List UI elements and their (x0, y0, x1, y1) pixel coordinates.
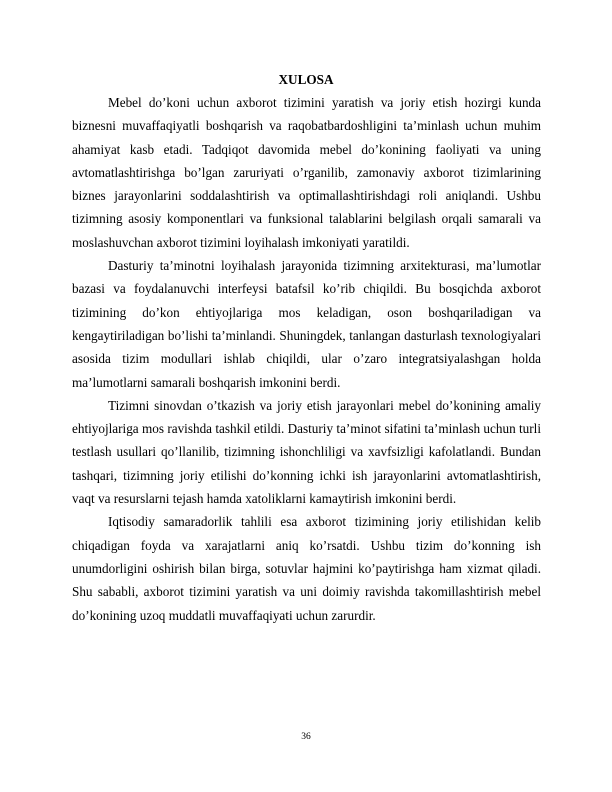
paragraph: Iqtisodiy samaradorlik tahlili esa axborot tizimining joriy etilishidan kelib chiqadigan foyda va xarajatlarni aniq ko’rsatdi. Ushbu tizim do’konning ish unumdorligini oshirish bilan birga, sotuvlar hajmini ko’paytirishga ham xizmat qiladi. Shu sababli, axborot tizimini yaratish va uni doimiy ravishda takomillashtirish mebel do’konining uzoq muddatli muvaffaqiyati uchun zarurdir. (72, 514, 541, 623)
paragraph: Tizimni sinovdan o’tkazish va joriy etish jarayonlari mebel do’konining amaliy ehtiyojlariga mos ravishda tashkil etildi. Dasturiy ta’minot sifatini ta’minlash uchun turli testlash usullari qo’llanilib, tizimning ishonchliligi va xavfsizligi kafolatlandi. Bundan tashqari, tizimning joriy etilishi do’konning ichki ish jarayonlarini avtomatlashtirish, vaqt va resurslarni tejash hamda xatoliklarni kamaytirish imkonini berdi. (72, 397, 541, 507)
page-number: 36 (301, 732, 311, 742)
page-title: XULOSA (278, 72, 334, 87)
body-text (72, 91, 541, 627)
paragraph: Mebel do’koni uchun axborot tizimini yaratish va joriy etish hozirgi kunda biznesni muvaffaqiyatli boshqarish va raqobatbardoshligini ta’minlash uchun muhim ahamiyat kasb etadi. Tadqiqot davomida mebel do’konining faoliyati va uning avtomatlashtirishga bo’lgan zaruriyati o’rganilib, zamonaviy axborot tizimlarining biznes jarayonlarini soddalashtirish va optimallashtirishdagi roli aniqlandi. Ushbu tizimning asosiy komponentlari va funksional talablarini belgilash orqali samarali va moslashuvchan axborot tizimini loyihalash imkoniyati yaratildi. (72, 95, 541, 250)
paragraph: Dasturiy ta’minotni loyihalash jarayonida tizimning arxitekturasi, ma’lumotlar bazasi va foydalanuvchi interfeysi batafsil ko’rib chiqildi. Bu bosqichda axborot tizimining do’kon ehtiyojlariga mos keladigan, oson boshqariladigan va kengaytiriladigan bo’lishi ta’minlandi. Shuningdek, tanlangan dasturlash texnologiyalari asosida tizim modullari ishlab chiqildi, ular o’zaro integratsiyalashgan holda ma’lumotlarni samarali boshqarish imkonini berdi. (72, 258, 541, 390)
